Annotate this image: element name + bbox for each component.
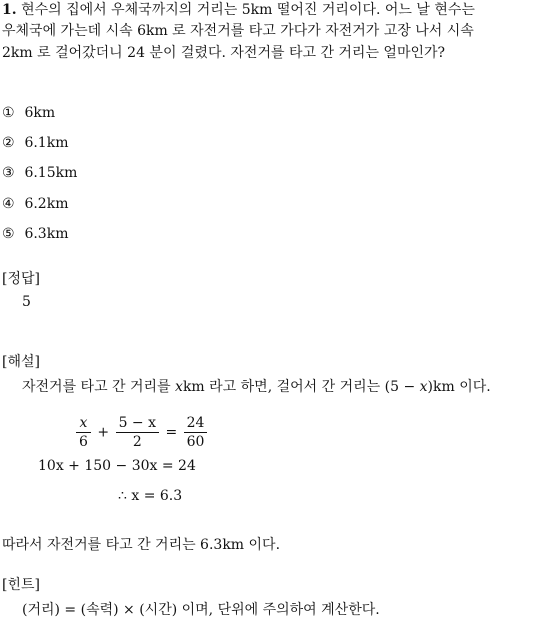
option-marker: ⑤: [2, 226, 15, 242]
fraction-denominator: 6: [79, 434, 88, 450]
answer-value: 5: [22, 294, 31, 310]
fraction-denominator: 60: [186, 434, 205, 450]
fraction-numerator: 24: [184, 414, 208, 433]
option-1[interactable]: [2, 105, 55, 121]
question-text-1: 현수의 집에서 우체국까지의 거리는 5km 떨어진 거리이다. 어느 날 현수는: [21, 2, 475, 18]
plus-sign: +: [97, 424, 110, 441]
option-marker: ①: [2, 105, 15, 121]
option-text: 6.1km: [24, 135, 69, 151]
question-line-2: 우체국에 가는데 시속 6km 로 자전거를 타고 가다가 자전거가 고장 나서 시속: [2, 23, 474, 39]
equals-sign: =: [165, 424, 178, 441]
intro-text-b: km 라고 하면, 걸어서 간 거리는 (5 −: [182, 379, 420, 395]
option-3[interactable]: [2, 165, 77, 181]
fraction-denominator: 2: [132, 434, 142, 450]
fraction-numerator: 5 − x: [116, 414, 159, 433]
equation-3: ∴ x = 6.3: [118, 488, 183, 504]
intro-text-a: 자전거를 타고 간 거리를: [22, 379, 176, 395]
equation-2: 10x + 150 − 30x = 24: [38, 458, 196, 474]
hint-text: (거리) = (속력) × (시간) 이며, 단위에 주의하여 계산한다.: [22, 602, 380, 618]
fraction-x-over-6: [76, 414, 91, 451]
fraction-5-minus-x-over-2: [116, 414, 159, 451]
option-marker: ②: [2, 135, 15, 151]
explanation-label: [해설]: [2, 354, 40, 370]
answer-label: [정답]: [2, 271, 40, 287]
hint-label: [힌트]: [2, 577, 40, 593]
equation-1: [74, 414, 209, 451]
question-number: 1.: [2, 2, 17, 18]
variable-x: x: [175, 379, 183, 395]
option-4[interactable]: [2, 196, 68, 212]
option-marker: ③: [2, 165, 15, 181]
fraction-24-over-60: [184, 414, 208, 451]
option-2[interactable]: [2, 135, 68, 151]
option-text: 6.2km: [24, 196, 69, 212]
option-text: 6.3km: [24, 226, 69, 242]
option-5[interactable]: [2, 226, 68, 242]
option-text: 6.15km: [24, 165, 78, 181]
option-marker: ④: [2, 196, 15, 212]
intro-text-c: )km 이다.: [427, 379, 491, 395]
question-line-1: [2, 0, 475, 20]
fraction-numerator: x: [76, 414, 91, 433]
question-line-3: 2km 로 걸어갔더니 24 분이 걸렸다. 자전거를 타고 간 거리는 얼마인가?: [2, 45, 446, 61]
explanation-intro: [22, 376, 491, 396]
option-text: 6km: [24, 105, 56, 121]
variable-x-2: x: [419, 379, 428, 395]
explanation-conclusion: 따라서 자전거를 타고 간 거리는 6.3km 이다.: [2, 537, 281, 553]
